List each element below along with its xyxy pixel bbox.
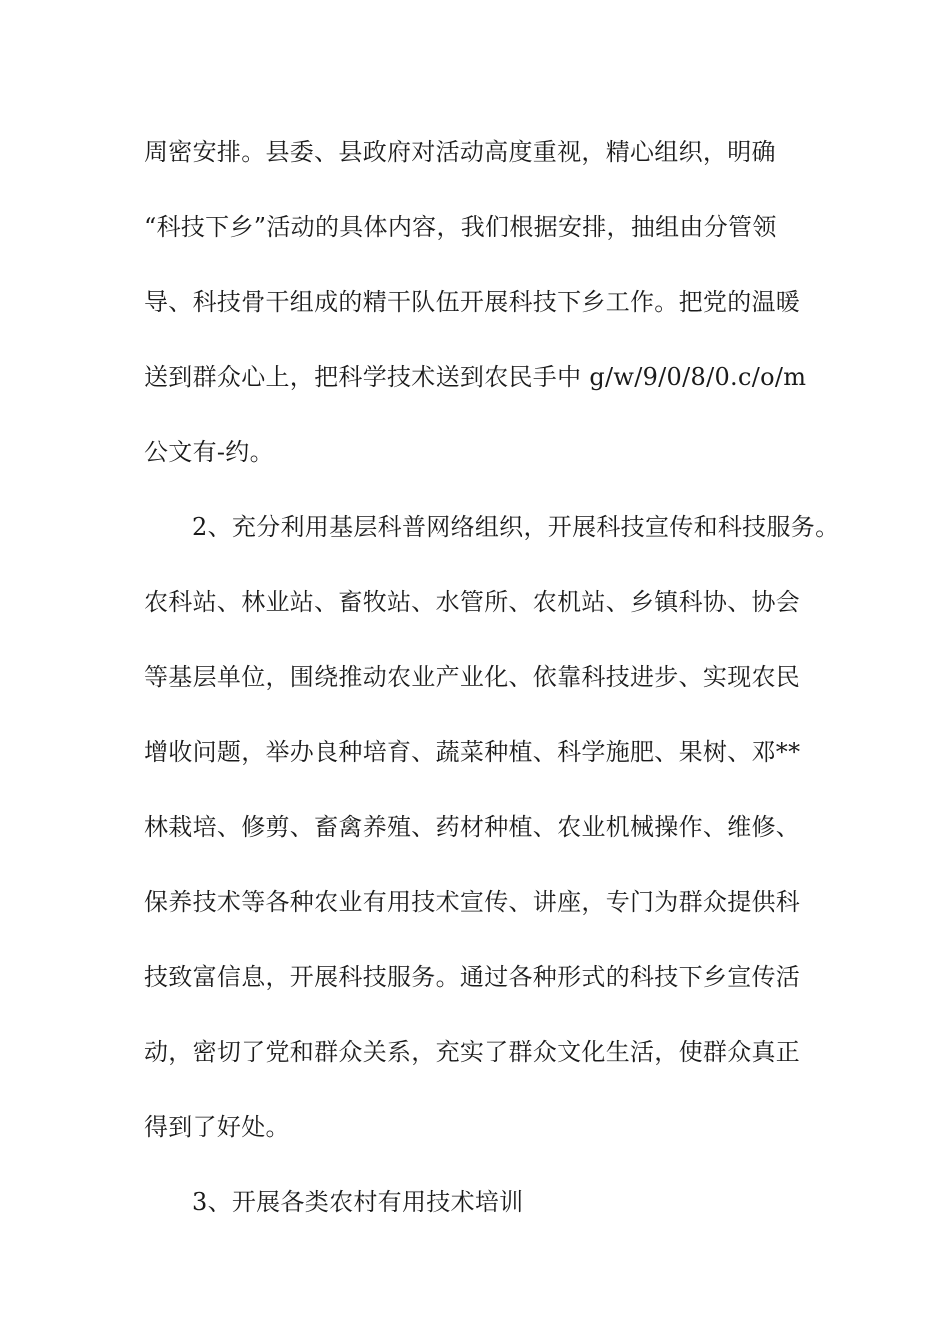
text-line: 保养技术等各种农业有用技术宣传、讲座，专门为群众提供科 xyxy=(144,888,801,916)
paragraph-heading-3: 3、开展各类农村有用技术培训 xyxy=(192,1188,524,1216)
text-line: 得到了好处。 xyxy=(144,1113,290,1141)
text-line: “科技下乡”活动的具体内容，我们根据安排，抽组由分管领 xyxy=(144,213,777,241)
text-line: 增收问题，举办良种培育、蔬菜种植、科学施肥、果树、邓** xyxy=(144,738,801,766)
text-line: 林栽培、修剪、畜禽养殖、药材种植、农业机械操作、维修、 xyxy=(144,813,801,841)
text-line: 公文有-约。 xyxy=(144,438,274,466)
text-line: 动，密切了党和群众关系，充实了群众文化生活，使群众真正 xyxy=(144,1038,801,1066)
text-line: 导、科技骨干组成的精干队伍开展科技下乡工作。把党的温暖 xyxy=(144,288,801,316)
text-line: 送到群众心上，把科学技术送到农民手中 g/w/9/0/8/0.c/o/m xyxy=(144,363,807,391)
text-line: 等基层单位，围绕推动农业产业化、依靠科技进步、实现农民 xyxy=(144,663,801,691)
text-line: 农科站、林业站、畜牧站、水管所、农机站、乡镇科协、协会 xyxy=(144,588,801,616)
paragraph-heading-2: 2、充分利用基层科普网络组织，开展科技宣传和科技服务。 xyxy=(192,513,840,541)
text-line: 周密安排。县委、县政府对活动高度重视，精心组织，明确 xyxy=(144,138,776,166)
text-line: 技致富信息，开展科技服务。通过各种形式的科技下乡宣传活 xyxy=(144,963,801,991)
